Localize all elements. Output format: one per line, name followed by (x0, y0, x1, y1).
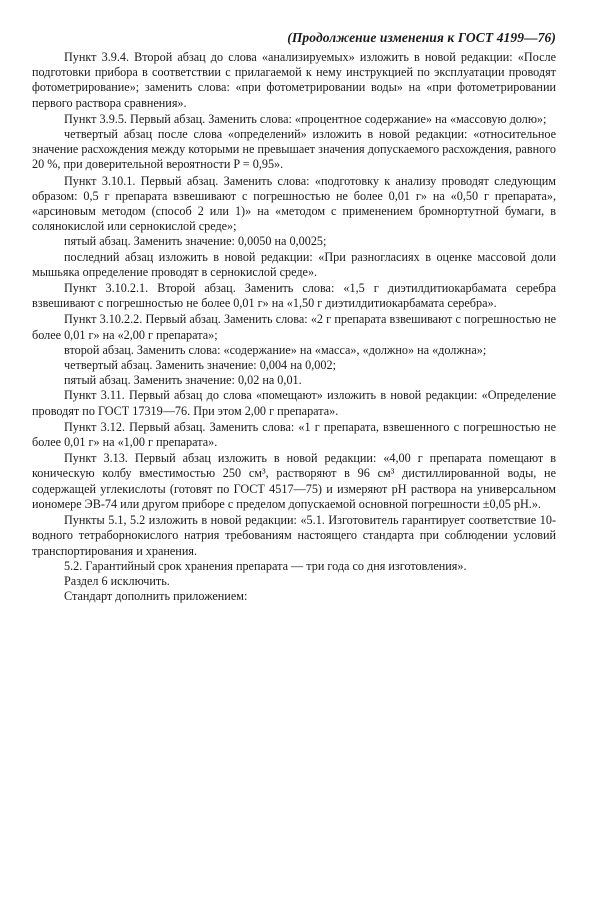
paragraph-appendix: Стандарт дополнить приложением: (64, 589, 248, 604)
paragraph-5-2: 5.2. Гарантийный срок хранения препарата — три года со дня изготовления». (64, 558, 467, 573)
paragraph-3-10-1-fifth: пятый абзац. Заменить значение: 0,0050 на 0,0025; (64, 234, 327, 249)
paragraph-3-9-4: Пункт 3.9.4. Второй абзац до слова «анализируемых» изложить в новой редакции: «После подготовки прибора в соответствии с прилагаемой к нему инструкцией по эксплуатации проводят фотометрирование»; заменить слова: «при фотометрировании воды» на «при фотометрировании первого раствора сравнения». (32, 50, 556, 110)
paragraph-3-10-1: Пункт 3.10.1. Первый абзац. Заменить слова: «подготовку к анализу проводят следующим образом: 0,5 г препарата взвешивают с погрешностью не более 0,01 г» на «0,50 г препарата», «арсиновым методом (способ 2 или 1)» на «методом с применением бромнортутной бумаги, в солянокислой или сернокислой среде»; (32, 173, 556, 234)
paragraph-3-9-5-fourth: четвертый абзац после слова «определений» изложить в новой редакции: «относительное значение расхождения между которыми не превышает значения допускаемого расхождения, равного 20 %, при доверительной вероятности P = 0,95». (32, 127, 556, 172)
paragraph-3-10-2-2-fourth: четвертый абзац. Заменить значение: 0,004 на 0,002; (64, 358, 336, 373)
paragraph-3-9-5: Пункт 3.9.5. Первый абзац. Заменить слова: «процентное содержание» на «массовую долю»; (64, 111, 547, 126)
paragraph-section-6: Раздел 6 исключить. (64, 573, 170, 588)
document-page (32, 30, 556, 604)
paragraph-3-10-1-last: последний абзац изложить в новой редакции: «При разногласиях в оценке массовой доли мышьяка определение проводят в сернокислой среде». (32, 249, 556, 279)
paragraph-3-12: Пункт 3.12. Первый абзац. Заменить слова: «1 г препарата, взвешенного с погрешностью не более 0,01 г» на «1,00 г препарата». (32, 419, 556, 450)
paragraph-3-10-2-2-fifth: пятый абзац. Заменить значение: 0,02 на 0,01. (64, 373, 302, 388)
paragraph-3-13: Пункт 3.13. Первый абзац изложить в новой редакции: «4,00 г препарата помещают в коническую колбу вместимостью 250 см³, растворяют в 96 см³ дистиллированной воды, не содержащей углекислоты (готовят по ГОСТ 4517—75) и измеряют pH раствора на универсальном иономере ЭВ-74 или другом приборе с пределом допускаемой основной погрешности ±0,05 pH.». (32, 451, 556, 511)
paragraph-3-11: Пункт 3.11. Первый абзац до слова «помещают» изложить в новой редакции: «Определение проводят по ГОСТ 17319—76. При этом 2,00 г препарата». (32, 388, 556, 418)
paragraph-3-10-2-1: Пункт 3.10.2.1. Второй абзац. Заменить слова: «1,5 г диэтилдитиокарбамата серебра взвешивают с погрешностью не более 0,01 г» на «1,50 г диэтилдитиокарбамата серебра». (32, 281, 556, 311)
paragraph-3-10-2-2: Пункт 3.10.2.2. Первый абзац. Заменить слова: «2 г препарата взвешивают с погрешностью не более 0,01 г» на «2,00 г препарата»; (32, 312, 556, 342)
paragraph-5-1: Пункты 5.1, 5.2 изложить в новой редакции: «5.1. Изготовитель гарантирует соответствие 10-водного тетраборнокислого натрия требованиям настоящего стандарта при соблюдении условий транспортирования и хранения. (32, 513, 556, 558)
continuation-header: (Продолжение изменения к ГОСТ 4199—76) (287, 30, 556, 45)
paragraph-3-10-2-2-second: второй абзац. Заменить слова: «содержание» на «масса», «должно» на «должна»; (64, 342, 487, 357)
